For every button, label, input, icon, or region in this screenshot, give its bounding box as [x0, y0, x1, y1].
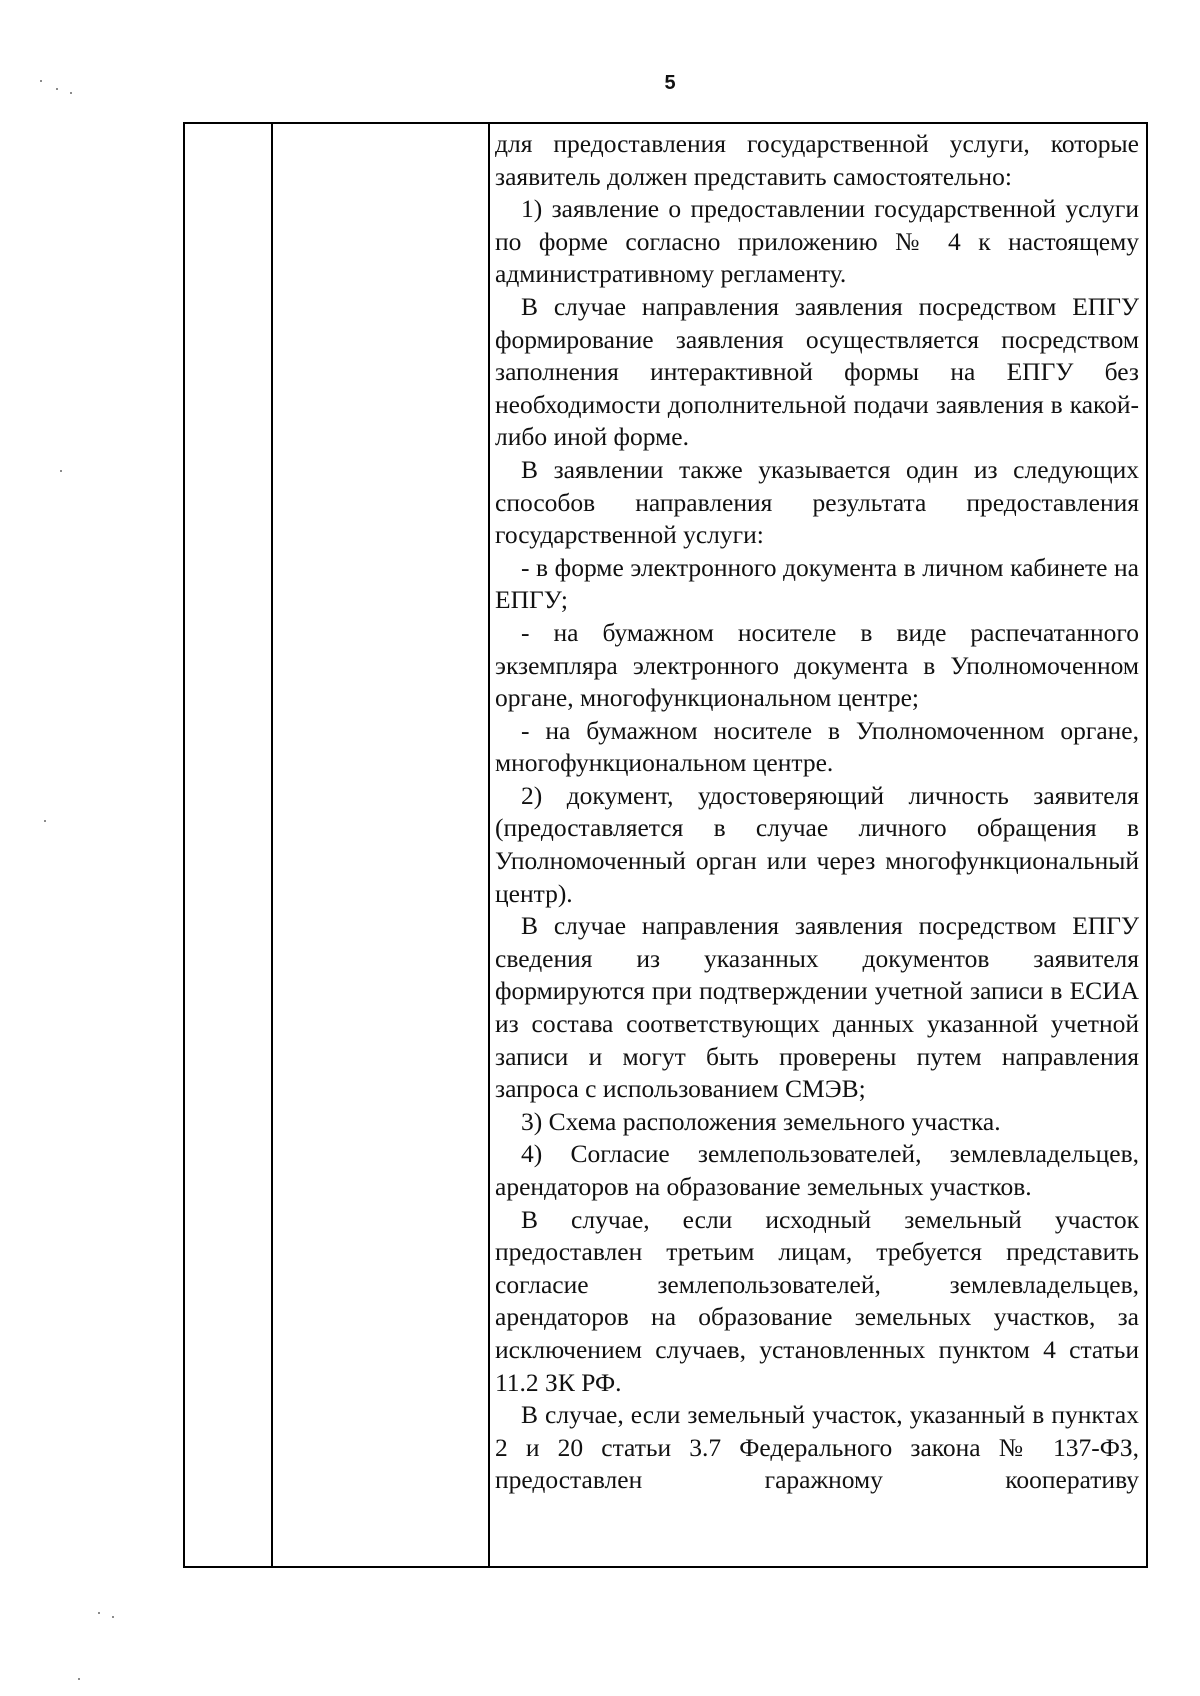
paragraph: 4) Согласие землепользователей, землевладельцев, арендаторов на образование земельных участков. — [495, 1139, 1139, 1201]
scan-speck — [40, 80, 42, 82]
column-divider — [271, 124, 273, 1566]
paragraph: В случае направления заявления посредством ЕПГУ сведения из указанных документов заявителя формируются при подтверждении учетной записи в ЕСИА из состава соответствующих данных указанной учетной записи и могут быть проверены путем направления запроса с использованием СМЭВ; — [495, 911, 1139, 1104]
paragraph: - на бумажном носителе в виде распечатанного экземпляра электронного документа в Уполномоченном органе, многофункциональном центре; — [495, 617, 1139, 713]
paragraph: 3) Схема расположения земельного участка. — [521, 1106, 1001, 1136]
column-divider — [488, 124, 490, 1566]
scan-speck — [98, 1612, 100, 1614]
scan-speck — [56, 88, 58, 90]
page-number: 5 — [664, 72, 676, 94]
paragraph: В случае, если исходный земельный участок предоставлен третьим лицам, требуется представить согласие землепользователей, землевладельцев, арендаторов на образование земельных участков, за исключением случаев, установленных пунктом 4 статьи 11.2 ЗК РФ. — [495, 1204, 1139, 1397]
scan-speck — [44, 820, 46, 822]
paragraph: 2) документ, удостоверяющий личность заявителя (предоставляется в случае личного обращения в Уполномоченный орган или через многофункциональный центр). — [495, 780, 1139, 908]
paragraph: для предоставления государственной услуги, которые заявитель должен представить самостоятельно: — [495, 129, 1139, 191]
paragraph: 1) заявление о предоставлении государственной услуги по форме согласно приложению № 4 к настоящему административному регламенту. — [495, 194, 1139, 289]
table-cell-text — [495, 128, 1139, 1497]
paragraph: В случае направления заявления посредством ЕПГУ формирование заявления осуществляется посредством заполнения интерактивной формы на ЕПГУ без необходимости дополнительной подачи заявления в какой-либо иной форме. — [495, 291, 1139, 452]
paragraph: - в форме электронного документа в личном кабинете на ЕПГУ; — [495, 552, 1139, 615]
document-table — [183, 122, 1148, 1568]
paragraph: В случае, если земельный участок, указанный в пунктах 2 и 20 статьи 3.7 Федерального закона № 137-ФЗ, предоставлен гаражному кооперативу — [495, 1400, 1139, 1495]
paragraph: В заявлении также указывается один из следующих способов направления результата предоставления государственной услуги: — [495, 454, 1139, 550]
scan-speck — [78, 1678, 80, 1680]
scan-speck — [112, 1616, 114, 1618]
paragraph: - на бумажном носителе в Уполномоченном органе, многофункциональном центре. — [495, 715, 1139, 778]
scan-speck — [70, 92, 72, 94]
scan-speck — [60, 470, 62, 472]
